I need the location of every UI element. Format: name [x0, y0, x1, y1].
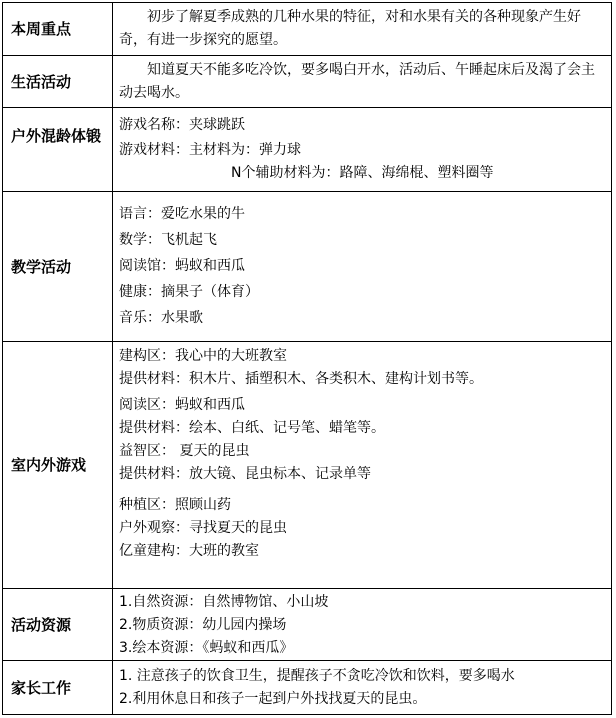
teaching-music: 音乐：水果歌 [119, 310, 203, 326]
game-construction-materials: 提供材料：积木片、插塑积木、各类积木、建构计划书等。 [119, 371, 483, 387]
row-weekly-focus [3, 3, 612, 56]
parent-work-item-2: 2.利用休息日和孩子一起到户外找找夏天的昆虫。 [119, 691, 427, 707]
teaching-reading: 阅读馆：蚂蚁和西瓜 [119, 258, 245, 274]
resource-natural: 1.自然资源：自然博物馆、小山坡 [119, 594, 329, 610]
row-life-activity [3, 56, 612, 108]
parent-work-item-1: 1. 注意孩子的饮食卫生，提醒孩子不贪吃冷饮和饮料，要多喝水 [119, 668, 515, 684]
outdoor-aux-material: N个辅助材料为：路障、海绵棍、塑料圈等 [231, 165, 494, 181]
row-indoor-outdoor-games [3, 342, 612, 589]
resource-picture-book: 3.绘本资源：《蚂蚁和西瓜》 [119, 640, 294, 656]
teaching-math: 数学：飞机起飞 [119, 232, 217, 248]
game-outdoor-observation: 户外观察：寻找夏天的昆虫 [119, 520, 287, 536]
game-puzzle-area: 益智区： 夏天的昆虫 [119, 443, 250, 459]
row-parent-work [3, 661, 612, 715]
outdoor-game-material: 游戏材料：主材料为：弹力球 [119, 142, 301, 158]
row-activity-resources [3, 589, 612, 661]
life-activity-text: 知道夏天不能多吃冷饮，要多喝白开水，活动后、午睡起床后及渴了会主动去喝水。 [119, 62, 595, 101]
weekly-plan-table [2, 2, 612, 715]
label-outdoor-exercise: 户外混龄体锻 [3, 108, 113, 192]
teaching-language: 语言：爱吃水果的牛 [119, 206, 245, 222]
row-outdoor-exercise [3, 108, 612, 192]
label-indoor-outdoor-games: 室内外游戏 [3, 342, 113, 589]
label-life-activity: 生活活动 [3, 56, 113, 108]
game-reading-area: 阅读区：蚂蚁和西瓜 [119, 397, 245, 413]
outdoor-game-name: 游戏名称：夹球跳跃 [119, 117, 245, 133]
game-reading-materials: 提供材料：绘本、白纸、记号笔、蜡笔等。 [119, 420, 385, 436]
label-weekly-focus: 本周重点 [3, 3, 113, 56]
weekly-focus-text: 初步了解夏季成熟的几种水果的特征，对和水果有关的各种现象产生好奇，有进一步探究的愿望。 [119, 9, 581, 48]
game-yitong-construction: 亿童建构：大班的教室 [119, 543, 259, 559]
row-teaching-activity [3, 192, 612, 342]
label-parent-work: 家长工作 [3, 661, 113, 715]
teaching-health: 健康：摘果子（体育） [119, 284, 259, 300]
game-construction-area: 建构区：我心中的大班教室 [119, 348, 287, 364]
resource-material: 2.物质资源：幼儿园内操场 [119, 617, 287, 633]
game-planting-area: 种植区：照顾山药 [119, 497, 231, 513]
label-teaching-activity: 教学活动 [3, 192, 113, 342]
game-puzzle-materials: 提供材料：放大镜、昆虫标本、记录单等 [119, 466, 371, 482]
label-activity-resources: 活动资源 [3, 589, 113, 661]
